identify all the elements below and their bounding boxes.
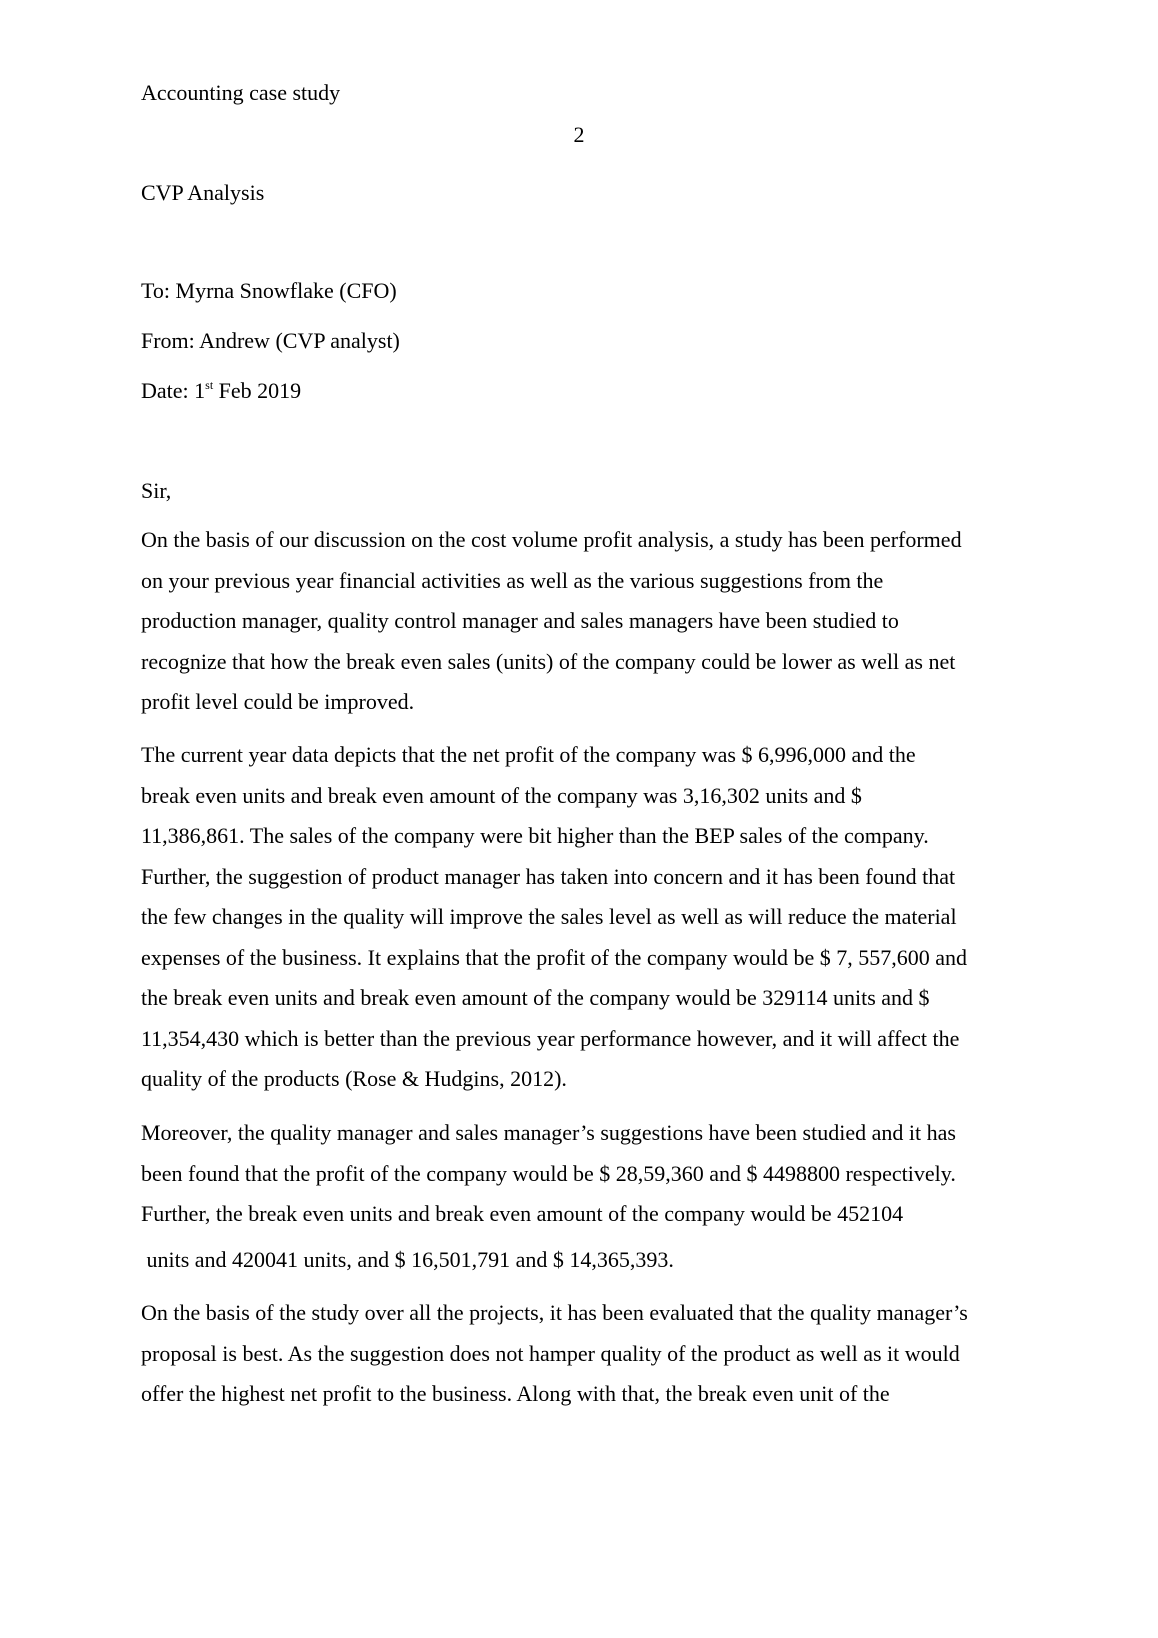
paragraph-line: the few changes in the quality will improve the sales level as well as will reduce the material [141,904,957,929]
memo-date-suffix: Feb 2019 [213,378,302,403]
paragraph-line: break even units and break even amount of the company was 3,16,302 units and $ [141,782,862,808]
paragraph-line: been found that the profit of the company would be $ 28,59,360 and $ 4498800 respectively. [141,1160,956,1186]
paragraph-line: profit level could be improved. [141,689,415,714]
paragraph-line: Further, the break even units and break even amount of the company would be 452104 [141,1201,904,1226]
page-number: 2 [573,122,585,147]
paragraph-line: proposal is best. As the suggestion does not hamper quality of the product as well as it would [141,1340,960,1366]
paragraph-5 [141,1293,1041,1415]
paragraph-line: 11,354,430 which is better than the previous year performance however, and it will affect the [141,1025,960,1051]
paragraph-1 [141,520,1041,723]
salutation: Sir, [141,478,172,503]
memo-from: From: Andrew (CVP analyst) [141,328,400,353]
paragraph-line: the break even units and break even amount of the company would be 329114 units and $ [141,985,930,1010]
running-header-title: Accounting case study [141,80,341,105]
paragraph-line: On the basis of our discussion on the cost volume profit analysis, a study has been performed [141,527,962,552]
paragraph-2 [141,735,1041,1100]
paragraph-line: offer the highest net profit to the business. Along with that, the break even unit of the [141,1381,890,1406]
paragraph-line: On the basis of the study over all the projects, it has been evaluated that the quality manager’s [141,1300,968,1325]
memo-date-prefix: Date: 1 [141,378,206,403]
memo-to: To: Myrna Snowflake (CFO) [141,278,397,303]
paragraph-line: The current year data depicts that the net profit of the company was $ 6,996,000 and the [141,742,916,767]
paragraph-line: quality of the products (Rose & Hudgins, 2012). [141,1066,567,1091]
paragraph-line: on your previous year financial activities as well as the various suggestions from the [141,567,884,593]
paragraph-line: expenses of the business. It explains that the profit of the company would be $ 7, 557,600 and [141,944,968,970]
paragraph-line: 11,386,861. The sales of the company were bit higher than the BEP sales of the company. [141,823,929,848]
paragraph-4: units and 420041 units, and $ 16,501,791 and $ 14,365,393. [141,1247,674,1272]
memo-date [141,376,301,406]
paragraph-3 [141,1113,1041,1235]
paragraph-line: Further, the suggestion of product manager has taken into concern and it has been found that [141,863,956,889]
paragraph-line: recognize that how the break even sales (units) of the company could be lower as well as net [141,648,956,674]
memo-heading: CVP Analysis [141,180,265,205]
paragraph-line: production manager, quality control manager and sales managers have been studied to [141,608,899,633]
paragraph-line: Moreover, the quality manager and sales manager’s suggestions have been studied and it has [141,1120,956,1145]
memo-date-ordinal: st [205,378,214,392]
